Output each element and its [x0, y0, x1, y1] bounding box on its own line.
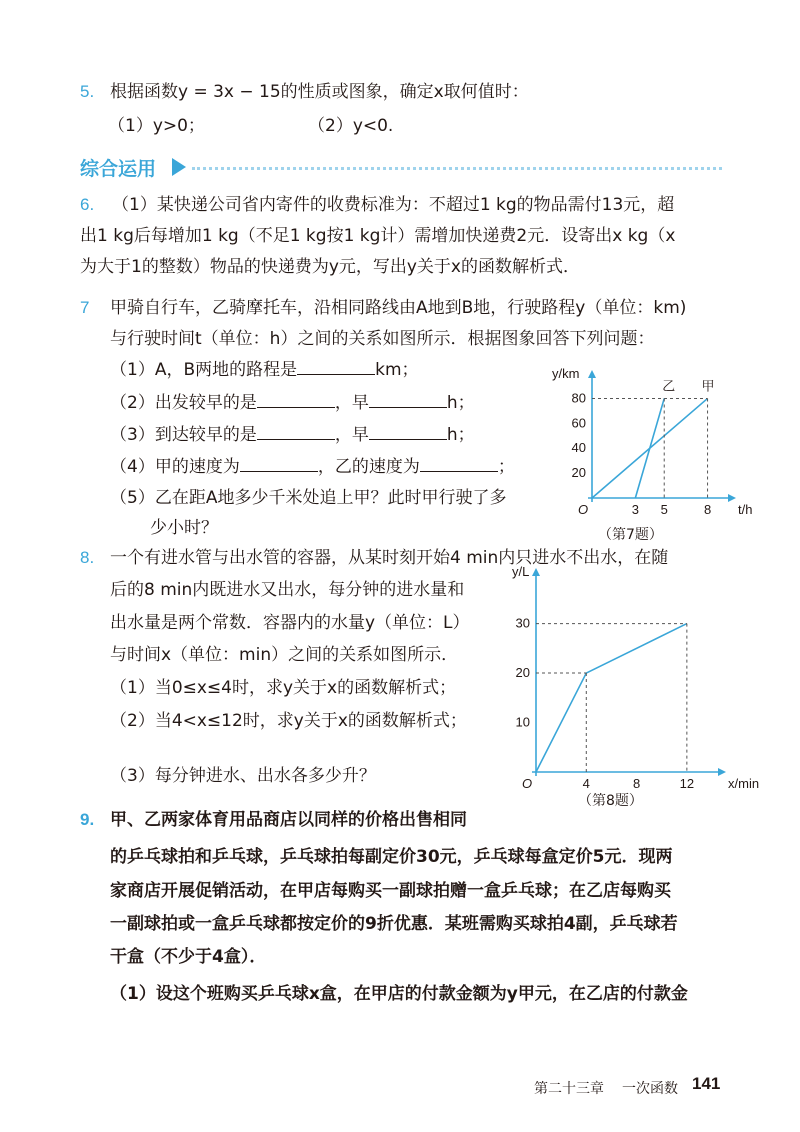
series-label: 甲 — [701, 378, 715, 394]
footer-topic: 一次函数 — [622, 1081, 678, 1097]
q6-line1: （1）某快递公司省内寄件的收费标准为：不超过1 kg的物品需付13元，超 — [112, 195, 675, 215]
q7-chart — [540, 366, 753, 528]
y-axis-arrow-icon — [532, 568, 540, 576]
y-tick-label: 10 — [515, 714, 530, 730]
q8-line2: 后的8 min内既进水又出水，每分钟的进水量和 — [110, 580, 465, 600]
x-tick-label: 8 — [632, 776, 641, 791]
q8-chart — [500, 564, 760, 791]
section-arrow-icon — [172, 158, 186, 176]
y-tick-label: 60 — [571, 415, 586, 431]
q7-line1: 甲骑自行车，乙骑摩托车，沿相同路线由A地到B地，行驶路程y（单位：km) — [110, 298, 687, 318]
x-axis-label: t/h — [738, 502, 753, 517]
q8-line4: 与时间x（单位：min）之间的关系如图所示． — [110, 645, 459, 665]
q7-part1 — [110, 358, 419, 382]
q9-number: 9. — [80, 810, 95, 829]
y-tick-label: 40 — [571, 440, 586, 456]
q7-part1-text: （1）A，B两地的路程是 — [110, 360, 298, 380]
q9-line5: 干盒（不少于4盒）． — [110, 947, 267, 967]
q7-part3-unit: h； — [446, 425, 475, 445]
answer-blank — [369, 423, 447, 440]
x-axis-label: x/min — [728, 776, 760, 791]
series-label: 乙 — [662, 378, 676, 394]
q5-text: 根据函数y = 3x − 15的性质或图象，确定x取何值时： — [110, 82, 529, 102]
q7-part4-end: ； — [497, 457, 515, 477]
y-axis-label: y/L — [512, 564, 530, 579]
q7-part2 — [110, 391, 475, 415]
q7-part4-text: （4）甲的速度为 — [110, 457, 240, 477]
y-axis-arrow-icon — [588, 370, 596, 378]
q7-part1-unit: km； — [375, 360, 419, 380]
page-number: 141 — [692, 1074, 721, 1093]
q5-number: 5. — [80, 82, 95, 101]
q7-part4-mid: ，乙的速度为 — [317, 457, 420, 477]
q6-number: 6. — [80, 195, 95, 214]
q6-line2: 出1 kg后每增加1 kg（不足1 kg按1 kg计）需增加快递费2元．设寄出x kg（x — [80, 226, 676, 246]
footer-chapter: 第二十三章 — [534, 1081, 604, 1097]
q8-line1: 一个有进水管与出水管的容器，从某时刻开始4 min内只进水不出水，在随 — [110, 548, 669, 568]
q8-line3: 出水量是两个常数．容器内的水量y（单位：L） — [110, 613, 470, 633]
q7-part3-text: （3）到达较早的是 — [110, 425, 257, 445]
y-tick-label: 30 — [515, 615, 530, 631]
q6-line3: 为大于1的整数）物品的快递费为y元，写出y关于x的函数解析式． — [80, 257, 580, 277]
series-line — [536, 624, 687, 772]
x-axis-arrow-icon — [728, 494, 736, 502]
q7-part3-mid: ，早 — [334, 425, 369, 445]
q9-line2: 的乒乓球拍和乒乓球，乒乓球拍每副定价30元，乒乓球每盒定价5元．现两 — [110, 847, 673, 867]
y-tick-label: 20 — [515, 665, 530, 681]
origin-label: O — [522, 776, 533, 791]
answer-blank — [420, 455, 498, 472]
x-axis-arrow-icon — [718, 768, 726, 776]
x-tick-label: 3 — [631, 502, 639, 517]
answer-blank — [257, 391, 335, 408]
x-tick-label: 12 — [679, 776, 695, 791]
series-line — [635, 398, 664, 498]
x-tick-label: 8 — [703, 502, 712, 517]
q7-part3 — [110, 423, 475, 447]
q5-part1: （1）y>0； — [108, 116, 205, 136]
y-tick-label: 20 — [571, 465, 586, 481]
answer-blank — [257, 423, 335, 440]
answer-blank — [369, 391, 447, 408]
y-axis-label: y/km — [552, 366, 580, 381]
q8-number: 8. — [80, 548, 95, 567]
q9-line4: 一副球拍或一盒乒乓球都按定价的9折优惠．某班需购买球拍4副，乒乓球若 — [110, 914, 678, 934]
q8-part3: （3）每分钟进水、出水各多少升？ — [110, 766, 376, 786]
q9-part1: （1）设这个班购买乒乓球x盒，在甲店的付款金额为y甲元，在乙店的付款金 — [110, 984, 688, 1004]
y-tick-label: 80 — [571, 390, 586, 406]
q7-part2-mid: ，早 — [334, 393, 369, 413]
q8-chart-caption: （第8题） — [578, 793, 643, 809]
x-tick-label: 5 — [660, 502, 668, 517]
q7-part5-line1: （5）乙在距A地多少千米处追上甲？此时甲行驶了多 — [110, 488, 507, 508]
q7-part4 — [110, 455, 515, 479]
q7-part5-line2: 少小时？ — [150, 518, 218, 538]
q8-part1: （1）当0≤x≤4时，求y关于x的函数解析式； — [110, 678, 457, 698]
origin-label: O — [578, 502, 589, 517]
answer-blank — [240, 455, 318, 472]
answer-blank — [297, 358, 375, 375]
q9-line3: 家商店开展促销活动，在甲店每购买一副球拍赠一盒乒乓球；在乙店每购买 — [110, 881, 671, 901]
q7-chart-caption: （第7题） — [598, 527, 663, 543]
q7-part2-unit: h； — [446, 393, 475, 413]
x-tick-label: 4 — [582, 776, 590, 791]
q7-number: 7 — [80, 298, 90, 317]
section-divider — [192, 167, 722, 170]
q5-part2: （2）y<0. — [308, 116, 394, 136]
q7-part2-text: （2）出发较早的是 — [110, 393, 257, 413]
q9-line1: 甲、乙两家体育用品商店以同样的价格出售相同 — [110, 810, 467, 830]
q7-line2: 与行驶时间t（单位：h）之间的关系如图所示．根据图象回答下列问题： — [110, 329, 655, 349]
q8-part2: （2）当4<x≤12时，求y关于x的函数解析式； — [110, 711, 467, 731]
section-title: 综合运用 — [80, 158, 157, 180]
